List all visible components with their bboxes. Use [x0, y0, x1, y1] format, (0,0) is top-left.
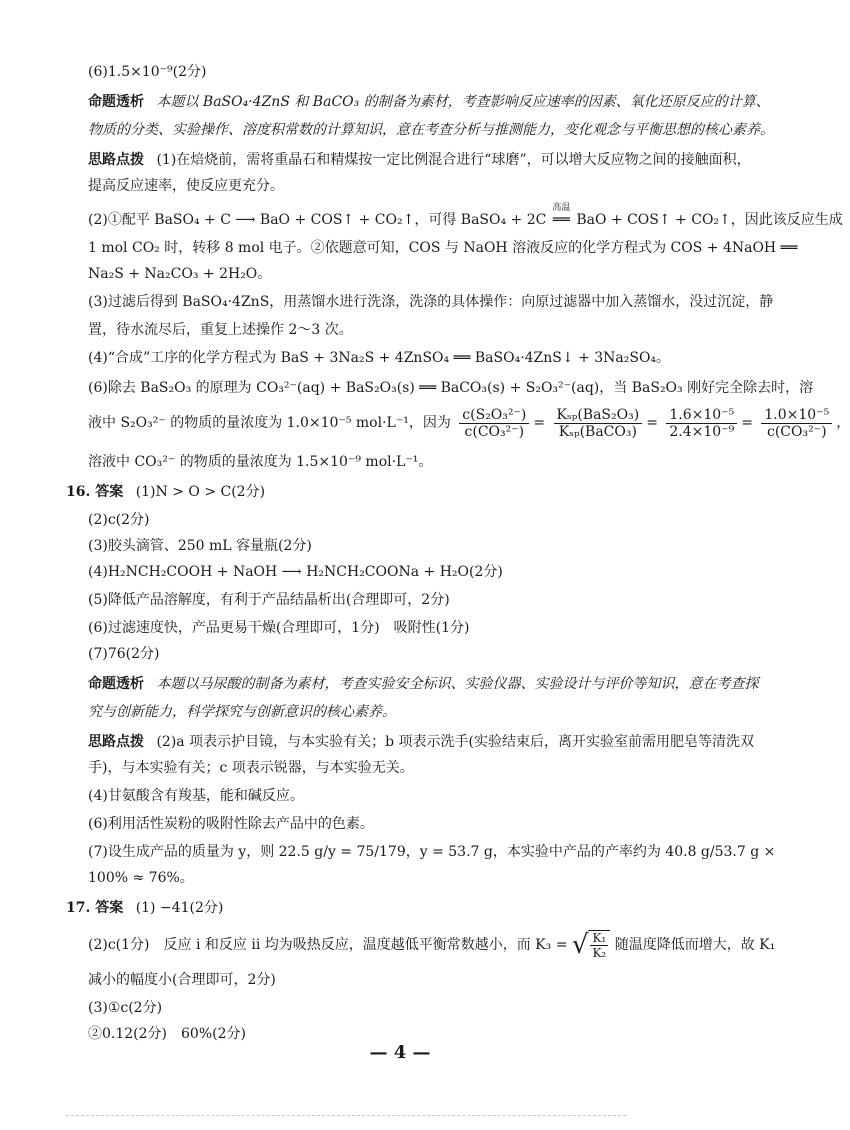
text-line: (4)甘氨酸含有羧基，能和碱反应。 — [88, 788, 304, 804]
text-line: (5)降低产品溶解度，有利于产品结晶析出(合理即可，2分) — [88, 592, 450, 608]
answer-heading: 16. 答案 — [66, 484, 124, 500]
text-line: 减小的幅度小(合理即可，2分) — [88, 972, 276, 988]
reaction-arrow: 高温 ══ — [546, 210, 576, 230]
text-line: (6)1.5×10⁻⁹(2分) — [88, 64, 207, 80]
radical-sign: √ — [571, 930, 589, 960]
text-line: 溶液中 CO₃²⁻ 的物质的量浓度为 1.5×10⁻⁹ mol·L⁻¹。 — [88, 454, 433, 470]
text-line: 1 mol CO₂ 时，转移 8 mol 电子。②依题意可知，COS 与 NaOH 溶液反应的化学方程式为 COS + 4NaOH ══ — [88, 240, 798, 256]
text-line — [88, 928, 775, 962]
text-line — [88, 92, 770, 112]
text-span: 本题以马尿酸的制备为素材，考查实验安全标识、实验仪器、实验设计与评价等知识，意在考查探 — [156, 676, 759, 692]
text-line: 置，待水流尽后，重复上述操作 2～3 次。 — [88, 322, 353, 338]
text-span: (2)a 项表示护目镜，与本实验有关；b 项表示洗手(实验结束后，离开实验室前需用肥皂等清洗双 — [156, 734, 754, 750]
text-line: 手)，与本实验有关；c 项表示锐器，与本实验无关。 — [88, 760, 414, 776]
text-line: (3)过滤后得到 BaSO₄·4ZnS，用蒸馏水进行洗涤，洗涤的具体操作：向原过滤器中加入蒸馏水，没过沉淀，静 — [88, 294, 774, 310]
section-heading: 思路点拨 — [88, 152, 144, 168]
fraction — [554, 407, 643, 440]
text-line — [88, 732, 754, 752]
fraction-denominator: K₂ — [592, 946, 607, 960]
text-span: 随温度降低而增大，故 K₁ — [614, 937, 776, 953]
fraction-numerator: c(S₂O₃²⁻) — [459, 407, 529, 424]
text-line: 液中 S₂O₃²⁻ 的物质的量浓度为 1.0×10⁻⁵ mol·L⁻¹，因为 $\frac{\text{c(S₂O₃²⁻)}}{\text{c(CO₃²⁻)}}$ = $\frac{\text{Kₛₚ(BaS₂O₃)}}{\text{Kₛₚ(BaCO₃)}}$ = $\frac{\text{1.6×10⁻⁵}}{\text{2.4×10⁻⁹}}$ = $\frac{\text{1.0×10⁻⁵}}{\text{c(CO₃²⁻)}}$ ， — [88, 406, 850, 440]
text-line: Na₂S + Na₂CO₃ + 2H₂O。 — [88, 266, 272, 282]
text-line: (6)过滤速度快，产品更易干燥(合理即可，1分) 吸附性(1分) — [88, 620, 470, 636]
text-span: (1)在焙烧前，需将重晶石和精煤按一定比例混合进行“球磨”，可以增大反应物之间的接触面积， — [156, 152, 751, 168]
text-line: (7)设生成产品的质量为 y，则 22.5 g/y = 75/179，y = 53.7 g，本实验中产品的产率约为 40.8 g/53.7 g × — [88, 844, 776, 860]
section-heading: 命题透析 — [88, 94, 144, 110]
text-span: BaO + COS↑ + CO₂↑，因此该反应生成 — [576, 212, 843, 228]
text-line: (3)胶头滴管、250 mL 容量瓶(2分) — [88, 538, 312, 554]
fraction — [666, 407, 737, 440]
text-line: 100% ≈ 76%。 — [88, 870, 194, 886]
text-line: (2)c(2分) — [88, 512, 150, 528]
answer-heading: 17. 答案 — [66, 900, 124, 916]
fraction-numerator: 1.6×10⁻⁵ — [666, 407, 737, 424]
fraction-numerator: Kₛₚ(BaS₂O₃) — [554, 407, 643, 424]
text-line: (6)利用活性炭粉的吸附性除去产品中的色素。 — [88, 816, 374, 832]
text-line: 物质的分类、实验操作、溶度积常数的计算知识，意在考查分析与推测能力，变化观念与平衡思想的核心素养。 — [88, 122, 774, 138]
text-line: (4)H₂NCH₂COOH + NaOH ⟶ H₂NCH₂COONa + H₂O(2分) — [88, 564, 503, 580]
text-line: (4)“合成”工序的化学方程式为 BaS + 3Na₂S + 4ZnSO₄ ══ BaSO₄·4ZnS↓ + 3Na₂SO₄。 — [88, 350, 671, 366]
text-line — [88, 203, 843, 230]
text-span: 本题以 BaSO₄·4ZnS 和 BaCO₃ 的制备为素材，考查影响反应速率的因素、氧化还原反应的计算、 — [156, 94, 770, 110]
fraction-numerator: 1.0×10⁻⁵ — [761, 407, 832, 424]
footer-divider — [66, 1115, 626, 1116]
fraction-denominator: c(CO₃²⁻) — [464, 423, 525, 440]
text-line — [88, 150, 751, 170]
fraction — [761, 407, 832, 440]
square-root — [572, 930, 610, 960]
fraction-denominator: c(CO₃²⁻) — [766, 423, 827, 440]
section-heading: 思路点拨 — [88, 734, 144, 750]
text-line — [66, 898, 223, 918]
text-span: 液中 S₂O₃²⁻ 的物质的量浓度为 1.0×10⁻⁵ mol·L⁻¹，因为 — [88, 415, 451, 431]
text-span: (2)c(1分) 反应 ⅰ 和反应 ⅱ 均为吸热反应，温度越低平衡常数越小，而 K₃ = — [88, 937, 568, 953]
reaction-condition: 高温 — [552, 203, 571, 213]
fraction — [459, 407, 529, 440]
fraction-denominator: Kₛₚ(BaCO₃) — [558, 423, 637, 440]
fraction-denominator: 2.4×10⁻⁹ — [669, 423, 735, 440]
text-span: ， — [836, 415, 850, 431]
text-line: (6)除去 BaS₂O₃ 的原理为 CO₃²⁻(aq) + BaS₂O₃(s) ══ BaCO₃(s) + S₂O₃²⁻(aq)，当 BaS₂O₃ 刚好完全除去时，溶 — [88, 380, 814, 396]
text-line: 提高反应速率，使反应更充分。 — [88, 178, 284, 194]
text-span: (1) −41(2分) — [135, 900, 224, 916]
text-line — [88, 674, 758, 694]
text-span: (2)①配平 BaSO₄ + C ⟶ BaO + COS↑ + CO₂↑，可得 BaSO₄ + 2C — [88, 212, 547, 228]
section-heading: 命题透析 — [88, 676, 144, 692]
page-number: — 4 — — [369, 1042, 431, 1063]
text-span: (1)N > O > C(2分) — [135, 484, 266, 500]
text-line: 究与创新能力，科学探究与创新意识的核心素养。 — [88, 704, 396, 720]
text-line — [66, 482, 265, 502]
text-line: (7)76(2分) — [88, 646, 160, 662]
fraction-numerator: K₁ — [592, 931, 607, 945]
text-line: ②0.12(2分) 60%(2分) — [88, 1026, 246, 1042]
text-line: (3)①c(2分) — [88, 1000, 163, 1016]
